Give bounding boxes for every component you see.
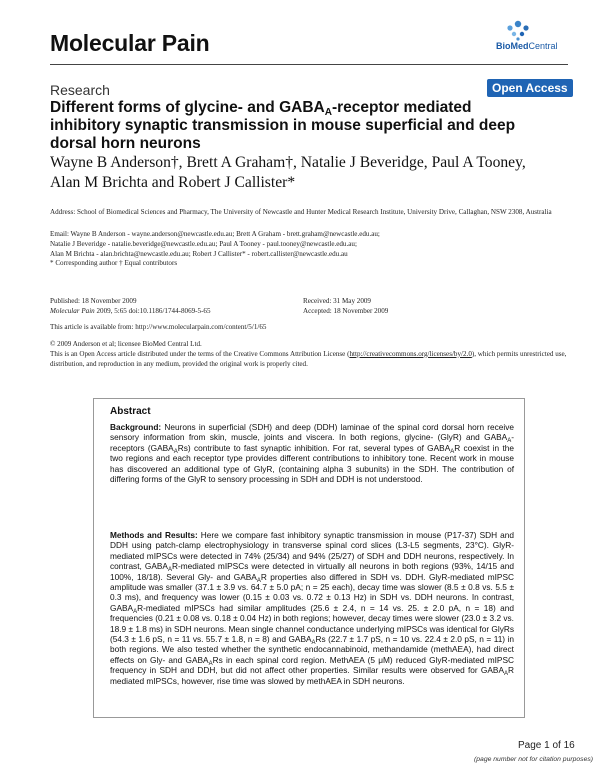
authors-line-2: Alan M Brichta and Robert J Callister* — [50, 174, 296, 191]
license-text: This is an Open Access article distributed under the terms of the Creative Commons Attribution License (http://creativecommons.org/licenses/by/2.0), which permits unrestricted use, distribution, and reproduction in any medium, provided the original work is properly cited. — [50, 349, 567, 368]
publication-info — [50, 297, 290, 317]
accepted-date: Accepted: 18 November 2009 — [303, 306, 389, 315]
open-access-badge: Open Access — [487, 79, 573, 97]
abstract-background: Background: Neurons in superficial (SDH) and deep (DDH) laminae of the spinal cord dorsal horn receive sensory information from skin, muscle, joints and viscera. In both regions, glycine- (GlyR) and $GABA_A$-receptors $(GABA_ARs)$ contribute to fast synaptic inhibition. For rat, several types of $GABA_AR$ coexist in the two regions and each receptor type provides different contributions to inhibitory tone. Recent work in mouse has discovered an additional type of GlyR, (containing alpha 3 subunits) in the SDH. The contribution of differing forms of the GlyR to sensory processing in SDH and DDH is not understood. — [110, 422, 514, 485]
header-rule — [50, 64, 568, 65]
logo-text: BioMedCentral — [496, 41, 558, 51]
biomed-central-logo — [470, 18, 566, 54]
received-date: Received: 31 May 2009 — [303, 297, 371, 305]
author-emails — [50, 230, 565, 269]
published-date: Published: 18 November 2009 — [50, 297, 137, 305]
author-notes: * Corresponding author † Equal contributors — [50, 259, 178, 268]
author-list — [50, 153, 570, 193]
page-number-note: (page number not for citation purposes) — [474, 756, 594, 763]
email-line: Natalie J Beveridge - natalie.beveridge@newcastle.edu.au; Paul A Tooney - paul.tooney@newcastle.edu.au; — [50, 239, 357, 248]
dates-info — [303, 297, 503, 317]
license-link[interactable]: http://creativecommons.org/licenses/by/2.0 — [349, 349, 472, 358]
section-label: Research — [50, 82, 110, 98]
article-url: This article is available from: http://www.molecularpain.com/content/5/1/65 — [50, 323, 267, 331]
affiliation-address: Address: School of Biomedical Sciences and Pharmacy, The University of Newcastle and Hunter Medical Research Institute, University Drive, Callaghan, NSW 2308, Australia — [50, 208, 552, 216]
abstract-heading: Abstract — [110, 406, 151, 417]
citation: Molecular Pain 2009, 5:65 doi:10.1186/1744-8069-5-65 — [50, 306, 211, 315]
article-title: Different forms of glycine- and $GABA_A$-receptor mediated inhibitory synaptic transmission in mouse superficial and deep dorsal horn neurons — [50, 99, 516, 152]
license-block — [50, 340, 568, 369]
email-line: Email: Wayne B Anderson - wayne.anderson@newcastle.edu.au; Brett A Graham - brett.graham@newcastle.edu.au; — [50, 230, 380, 238]
email-line: Alan M Brichta - alan.brichta@newcastle.edu.au; Robert J Callister* - robert.callister@newcastle.edu.au — [50, 249, 348, 258]
journal-title: Molecular Pain — [50, 30, 210, 56]
abstract-methods-results: Methods and Results: Here we compare fast inhibitory synaptic transmission in mouse (P17-37) SDH and DDH using patch-clamp electrophysiology in transverse spinal cord slices (L3-L5 segments, 23°C). GlyR-mediated mIPSCs were detected in 74% (25/34) and 94% (25/27) of SDH and DDH neurons, respectively. In contrast, $GABA_AR$-mediated mIPSCs were detected in virtually all neurons in both regions (93%, 14/15 and 100%, 18/18). Several Gly- and $GABA_AR$ properties also differed in SDH vs. DDH. GlyR-mediated mIPSC amplitude was smaller (37.1 ± 3.9 vs. 64.7 ± 5.0 pA; n = 25 each), decay time was slower (8.5 ± 0.8 vs. 5.5 ± 0.3 ms), and frequency was lower (0.15 ± 0.03 vs. 0.72 ± 0.13 Hz) in SDH vs. DDH neurons. In contrast, $GABA_AR$-mediated mIPSCs had similar amplitudes (25.6 ± 2.4, n = 14 vs. 25. ± 2.0 pA, n = 18) and frequencies (0.21 ± 0.08 vs. 0.18 ± 0.04 Hz) in both regions; however, decay times were slower (23.0 ± 3.2 vs. 18.9 ± 1.8 ms) in SDH neurons. Mean single channel conductance underlying mIPSCs was identical for GlyRs (54.3 ± 1.6 pS, n = 11 vs. 55.7 ± 1.8, n = 8) and $GABA_ARs$ (22.7 ± 1.7 pS, n = 10 vs. 22.4 ± 2.0 pS, n = 11) in both regions. We also tested whether the synthetic endocannabinoid, methandamide (methAEA), had direct effects on Gly- and $GABA_ARs$ in each spinal cord region. MethAEA (5 μM) reduced GlyR-mediated mIPSC frequency in SDH and DDH, but did not affect other properties. Similar results were observed for $GABA_AR$ mediated mIPSCs, however, rise time was slowed by methAEA in SDH neurons. — [110, 530, 515, 686]
authors-line-1: Wayne B Anderson†, Brett A Graham†, Natalie J Beveridge, Paul A Tooney, — [50, 154, 526, 171]
copyright: © 2009 Anderson et al; licensee BioMed Central Ltd. — [50, 340, 202, 348]
page-number: Page 1 of 16 — [518, 740, 575, 751]
